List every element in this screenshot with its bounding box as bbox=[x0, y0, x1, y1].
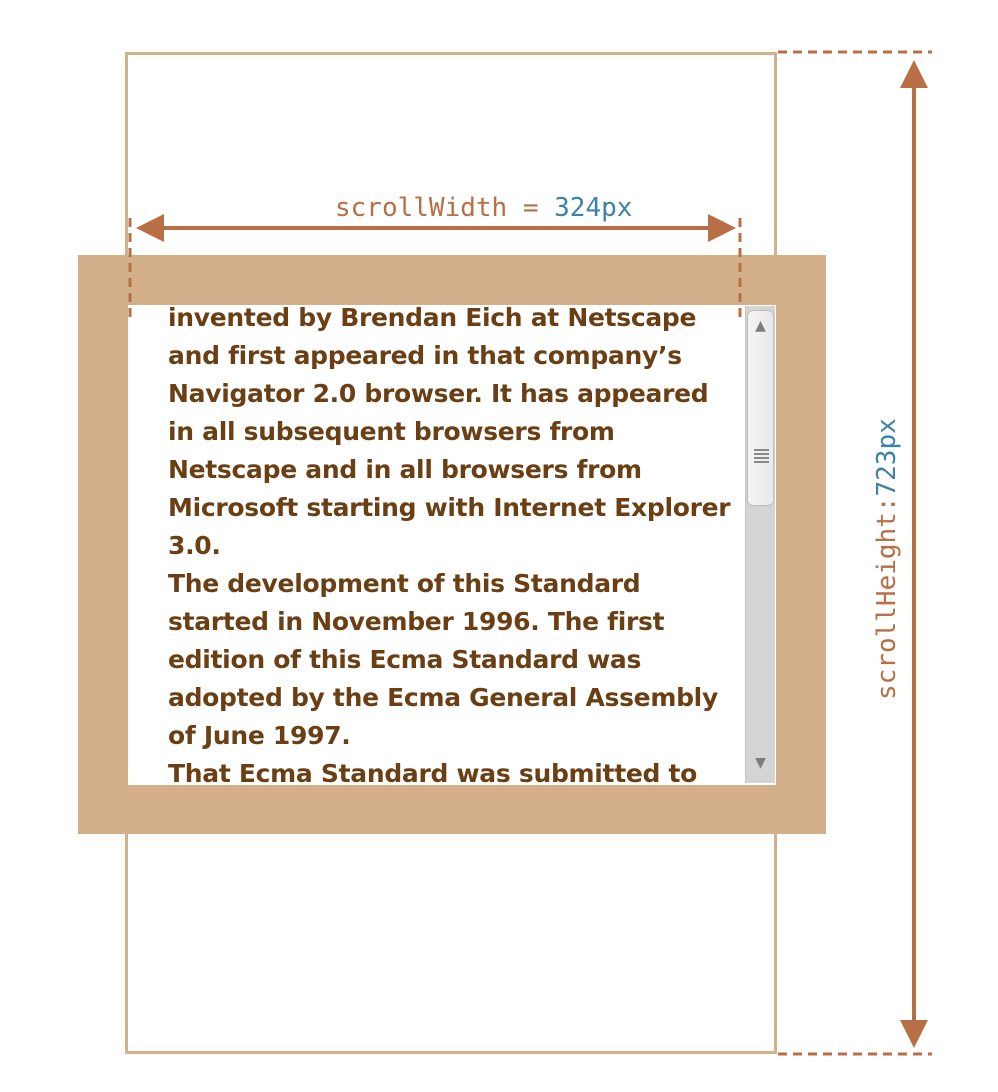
text-line: in all subsequent browsers from bbox=[168, 417, 615, 446]
scroll-width-value: 324px bbox=[554, 193, 633, 223]
scroll-height-value: 723px bbox=[872, 418, 902, 497]
text-line: invented by Brendan Eich at Netscape bbox=[168, 305, 697, 332]
scrollable-text bbox=[168, 305, 748, 785]
text-line: Microsoft starting with Internet Explorer bbox=[168, 493, 731, 522]
text-line: That Ecma Standard was submitted to bbox=[168, 759, 698, 785]
text-line: Netscape and in all browsers from bbox=[168, 455, 642, 484]
vertical-scrollbar[interactable] bbox=[745, 306, 775, 783]
client-area bbox=[128, 305, 776, 785]
scroll-height-label bbox=[872, 418, 902, 700]
text-line: 3.0. bbox=[168, 531, 221, 560]
scroll-down-arrow-icon[interactable]: ▼ bbox=[755, 755, 766, 771]
text-line: started in November 1996. The first bbox=[168, 607, 665, 636]
scroll-width-label bbox=[335, 193, 632, 223]
height-arrow-bottom-head bbox=[900, 1020, 928, 1048]
height-arrow-top-head bbox=[900, 60, 928, 88]
scroll-grip-icon bbox=[754, 449, 769, 469]
text-line: of June 1997. bbox=[168, 721, 351, 750]
text-line: The development of this Standard bbox=[168, 569, 641, 598]
text-line: adopted by the Ecma General Assembly bbox=[168, 683, 718, 712]
text-line: Navigator 2.0 browser. It has appeared bbox=[168, 379, 709, 408]
scroll-up-arrow-icon[interactable]: ▲ bbox=[755, 318, 766, 334]
scroll-height-name: scrollHeight: bbox=[872, 496, 902, 700]
scroll-width-name: scrollWidth = bbox=[335, 193, 555, 223]
text-line: edition of this Ecma Standard was bbox=[168, 645, 642, 674]
text-line: and first appeared in that company’s bbox=[168, 341, 682, 370]
